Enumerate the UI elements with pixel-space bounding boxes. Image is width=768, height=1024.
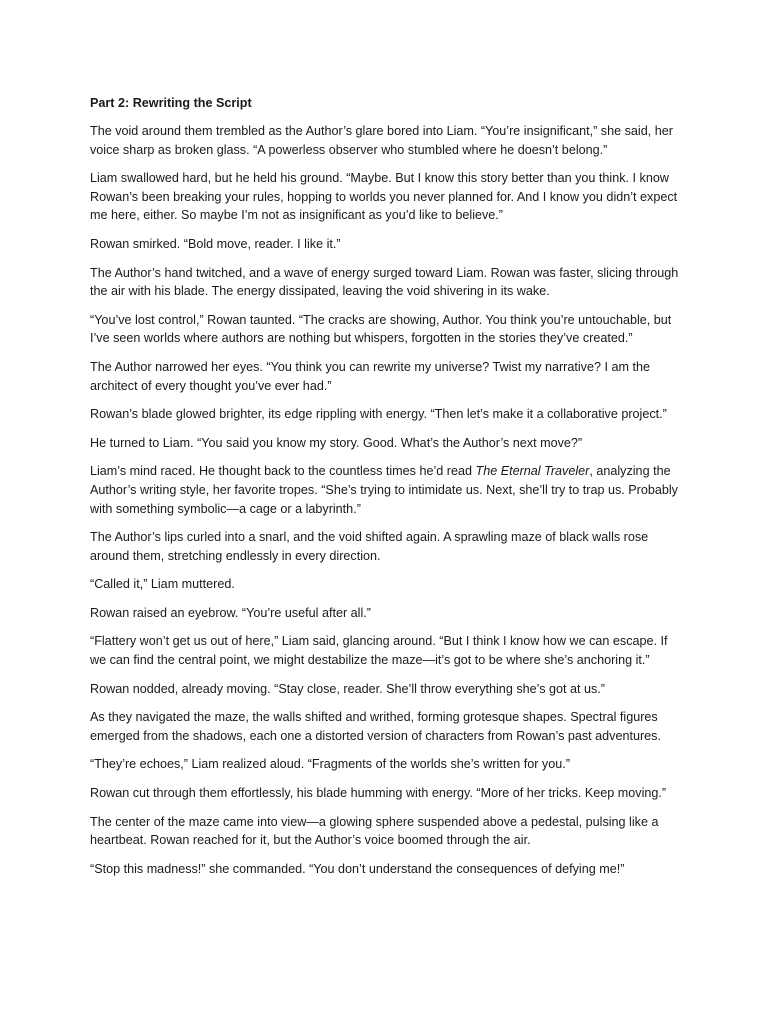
paragraph: “Called it,” Liam muttered.	[90, 577, 235, 592]
paragraph: Rowan smirked. “Bold move, reader. I like it.”	[90, 236, 341, 251]
paragraph: Rowan cut through them effortlessly, his blade humming with energy. “More of her tricks. Keep moving.”	[90, 786, 667, 801]
paragraph: Rowan nodded, already moving. “Stay close, reader. She’ll throw everything she’s got at us.”	[90, 681, 605, 696]
paragraph: The Author’s lips curled into a snarl, and the void shifted again. A sprawling maze of black walls rose around them, stretching endlessly in every direction.	[90, 530, 649, 563]
paragraph: “Flattery won’t get us out of here,” Liam said, glancing around. “But I think I know how we can escape. If we can find the central point, we might destabilize the maze—it’s got to be where she’s anchoring it.”	[90, 634, 668, 668]
paragraph: Rowan’s blade glowed brighter, its edge rippling with energy. “Then let’s make it a collaborative project.”	[90, 407, 667, 422]
paragraph: Liam swallowed hard, but he held his ground. “Maybe. But I know this story better than you think. I know Rowan’s been breaking your rules, hopping to worlds you never planned for. And I know you didn’t expect me here, either. So maybe I’m not as insignificant as you’d like to believe.”	[90, 171, 678, 223]
book-title: The Eternal Traveler	[475, 464, 590, 479]
paragraph-text: , analyzing the Author’s writing style, her favorite tropes. “She’s trying to intimidate us. Next, she’ll try to trap us. Probably with something symbolic—a cage or a labyrinth.”	[90, 464, 678, 516]
paragraph: “You’ve lost control,” Rowan taunted. “The cracks are showing, Author. You think you’re untouchable, but I’ve seen worlds where authors are nothing but whispers, forgotten in the stories they’ve created.”	[90, 312, 672, 346]
paragraph: The Author narrowed her eyes. “You think you can rewrite my universe? Twist my narrative? I am the architect of every thought you’ve ever had.”	[90, 359, 650, 393]
paragraph-text: Liam’s mind raced. He thought back to the countless times he’d read	[90, 464, 476, 479]
section-heading: Part 2: Rewriting the Script	[90, 96, 252, 110]
paragraph: “Stop this madness!” she commanded. “You don’t understand the consequences of defying me!”	[90, 861, 625, 876]
paragraph-with-title	[90, 462, 686, 518]
paragraph: “They’re echoes,” Liam realized aloud. “Fragments of the worlds she’s written for you.”	[90, 757, 570, 772]
paragraph: The center of the maze came into view—a glowing sphere suspended above a pedestal, pulsing like a heartbeat. Rowan reached for it, but the Author’s voice boomed through the air.	[90, 814, 659, 848]
paragraph: He turned to Liam. “You said you know my story. Good. What’s the Author’s next move?”	[90, 435, 583, 450]
paragraph: The Author’s hand twitched, and a wave of energy surged toward Liam. Rowan was faster, slicing through the air with his blade. The energy dissipated, leaving the void shivering in its wake.	[90, 265, 679, 299]
paragraph: Rowan raised an eyebrow. “You’re useful after all.”	[90, 605, 371, 620]
paragraph: As they navigated the maze, the walls shifted and writhed, forming grotesque shapes. Spectral figures emerged from the shadows, each one a distorted version of characters from Rowan’s past adventures.	[90, 710, 661, 743]
paragraph: The void around them trembled as the Author’s glare bored into Liam. “You’re insignificant,” she said, her voice sharp as broken glass. “A powerless observer who stumbled where he doesn’t belong.”	[90, 124, 673, 157]
